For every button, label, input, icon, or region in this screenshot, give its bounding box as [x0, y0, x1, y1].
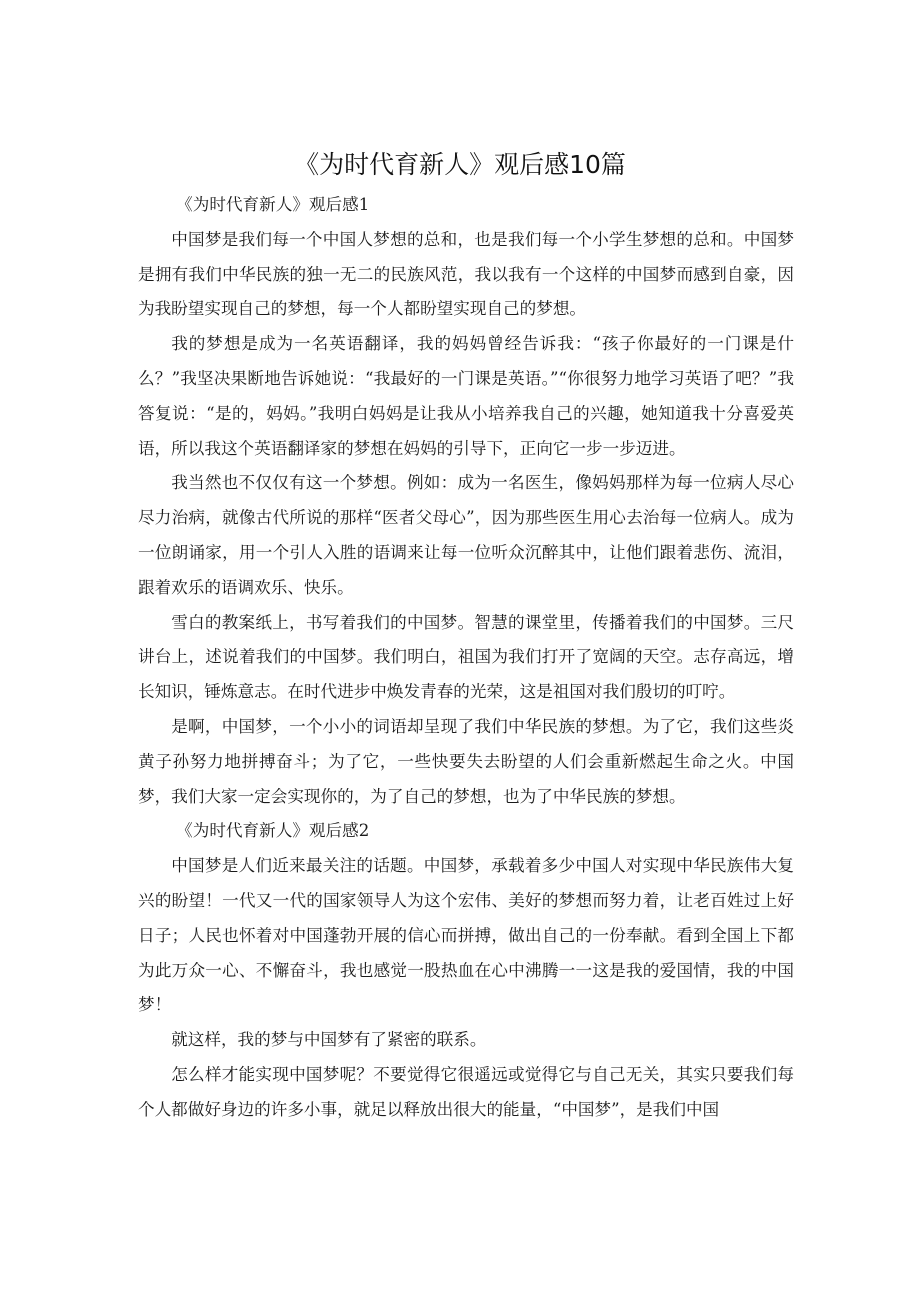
- paragraph: 是啊，中国梦，一个小小的词语却呈现了我们中华民族的梦想。为了它，我们这些炎黄子孙努力地拼搏奋斗；为了它，一些快要失去盼望的人们会重新燃起生命之火。中国梦，我们大家一定会实现你的，为了自己的梦想，也为了中华民族的梦想。: [138, 716, 794, 806]
- paragraph: 中国梦是我们每一个中国人梦想的总和，也是我们每一个小学生梦想的总和。中国梦是拥有我们中华民族的独一无二的民族风范，我以我有一个这样的中国梦而感到自豪，因为我盼望实现自己的梦想，每一个人都盼望实现自己的梦想。: [138, 229, 794, 319]
- paragraph: 中国梦是人们近来最关注的话题。中国梦，承载着多少中国人对实现中华民族伟大复兴的盼望！一代又一代的国家领导人为这个宏伟、美好的梦想而努力着，让老百姓过上好日子；人民也怀着对中国蓬勃开展的信心而拼搏，做出自己的一份奉献。看到全国上下都为此万众一心、不懈奋斗，我也感觉一股热血在心中沸腾一一这是我的爱国情，我的中国梦！: [138, 856, 794, 1015]
- paragraph: 雪白的教案纸上，书写着我们的中国梦。智慧的课堂里，传播着我们的中国梦。三尺讲台上，述说着我们的中国梦。我们明白，祖国为我们打开了宽阔的天空。志存高远，增长知识，锤炼意志。在时代进步中焕发青春的光荣，这是祖国对我们殷切的叮咛。: [138, 612, 794, 702]
- paragraph: 我当然也不仅仅有这一个梦想。例如：成为一名医生，像妈妈那样为每一位病人尽心尽力治病，就像古代所说的那样“医者父母心”，因为那些医生用心去治每一位病人。成为一位朗诵家，用一个引人入胜的语调来让每一位听众沉醉其中，让他们跟着悲伤、流泪，跟着欢乐的语调欢乐、快乐。: [138, 473, 794, 597]
- paragraph: 怎么样才能实现中国梦呢？不要觉得它很遥远或觉得它与自己无关，其实只要我们每个人都做好身边的许多小事，就足以释放出很大的能量，“中国梦”，是我们中国: [138, 1064, 794, 1119]
- document-title: 《为时代育新人》观后感10篇: [294, 150, 626, 179]
- section-heading: 《为时代育新人》观后感1: [176, 195, 370, 214]
- document-body: [138, 188, 794, 1128]
- section-heading: 《为时代育新人》观后感2: [176, 821, 370, 841]
- paragraph: 就这样，我的梦与中国梦有了紧密的联系。: [171, 1030, 487, 1050]
- paragraph: 我的梦想是成为一名英语翻译，我的妈妈曾经告诉我：“孩子你最好的一门课是什么？”我坚决果断地告诉她说：“我最好的一门课是英语。”“你很努力地学习英语了吧？”我答复说：“是的，妈妈。”我明白妈妈是让我从小培养我自己的兴趣，她知道我十分喜爱英语，所以我这个英语翻译家的梦想在妈妈的引导下，正向它一步一步迈进。: [138, 334, 794, 458]
